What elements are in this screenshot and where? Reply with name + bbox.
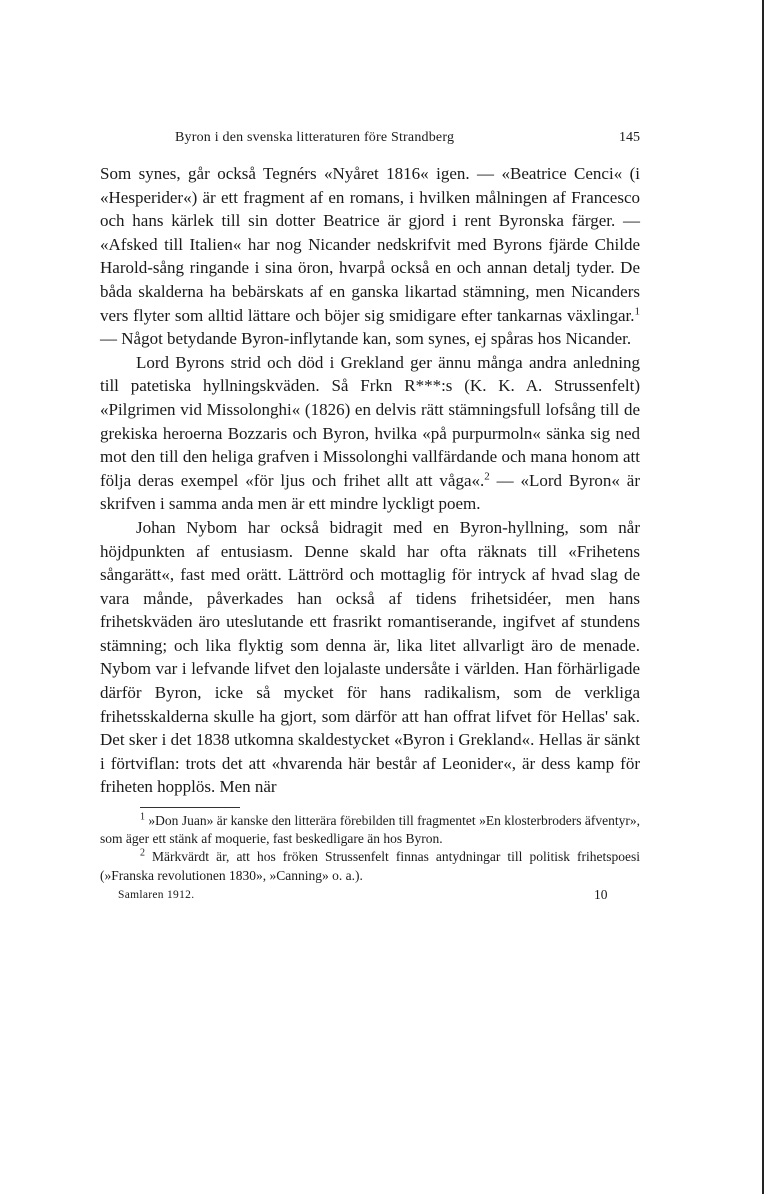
page-edge <box>762 0 776 1194</box>
paragraph <box>100 351 640 516</box>
footnote-ref: 2 <box>484 470 490 483</box>
paragraph <box>100 516 640 799</box>
paragraph-text: Johan Nybom har också bidragit med en Byron-hyllning, som når höjdpunkten af entusiasm. Denne skald har ofta räknats till «Frihetens sångarätt«, fast med orätt. Lättrörd och mottaglig för intryck af hvad slag de vara månde, påverkades han också af tidens frihetsidéer, men hans frihetskväden äro uteslutande ett frasrikt romantiserande, ingifvet af stundens stämning; och lika flyktig som denna är, lika litet allvarligt äro de menade. Nybom var i lefvande lifvet den lojalaste undersåte i världen. Han förhärligade därför Byron, icke så mycket för hans radikalism, som de verkliga frihetsskalderna skulle ha gjort, som därför att han offrat lifvet för Hellas' sak. Det sker i det 1838 utkomna skaldestycket «Byron i Grekland«. Hellas är sänkt i förtviflan: trots det att «hvarenda här består af Leonider«, är dess kamp för friheten hopplös. Men när <box>100 517 640 797</box>
paragraph-text: — Något betydande Byron-inflytande kan, som synes, ej spåras hos Nicander. <box>100 329 632 349</box>
footnote-ref: 1 <box>634 304 640 317</box>
body-text <box>100 162 640 799</box>
footnote-text: »Don Juan» är kanske den litterära förebilden till fragmentet »En klosterbroders äfventyr», som äger ett stänk af moquerie, fast beskedligare än hos Byron. <box>100 813 640 847</box>
footnote <box>100 848 640 884</box>
paragraph-text: Lord Byrons strid och död i Grekland ger ännu många andra anledning till patetiska hyllningskväden. Så Frkn R***:s (K. K. A. Strussenfelt) «Pilgrimen vid Missolonghi« (1826) en delvis rätt stämningsfull lofsång till de grekiska heroerna Bozzaris och Byron, hvilka «på purpurmoln« sänka sig ned mot den till den heliga grafven i Missolonghi vallfärdande och mana honom att följa deras exempel «för ljus och frihet allt att våga«. <box>100 352 640 490</box>
paragraph-text: — «Lord Byron« är skrifven i samma anda men är ett mindre lyckligt poem. <box>100 470 640 514</box>
sheet-number: 10 <box>594 886 608 902</box>
paragraph-text: Som synes, går också Tegnérs «Nyåret 1816« igen. — «Beatrice Cenci« (i «Hesperider«) är ett fragment af en romans, i hvilken målningen af Francesco och hans kärlek till sin dotter Beatrice är gjord i rent Byronska färger. — «Afsked till Italien« har nog Nicander nedskrifvit med Byrons fjärde Childe Harold-sång ringande i sina öron, hvarpå också en och annan detalj tyder. De båda skalderna ha bebärskats af en ganska likartad stämning, men Nicanders vers flyter som alltid lättare och böjer sig smidigare efter tankarnas växlingar. <box>100 164 640 325</box>
footnote-mark: 1 <box>140 811 145 823</box>
page-number: 145 <box>619 130 640 145</box>
page-header <box>100 126 640 152</box>
footnote-mark: 2 <box>140 847 145 859</box>
page <box>100 126 640 907</box>
footnote-divider <box>140 807 240 808</box>
footnote <box>100 812 640 848</box>
signature-mark: Samlaren 1912. <box>118 888 195 901</box>
running-head: Byron i den svenska litteraturen före Strandberg <box>175 130 455 145</box>
page-footer <box>100 887 640 907</box>
footnote-text: Märkvärdt är, att hos fröken Strussenfelt finnas antydningar till politisk frihetspoesi (»Franska revolutionen 1830», »Canning» o. a.). <box>100 849 640 883</box>
footnotes <box>100 812 640 885</box>
paragraph <box>100 162 640 351</box>
